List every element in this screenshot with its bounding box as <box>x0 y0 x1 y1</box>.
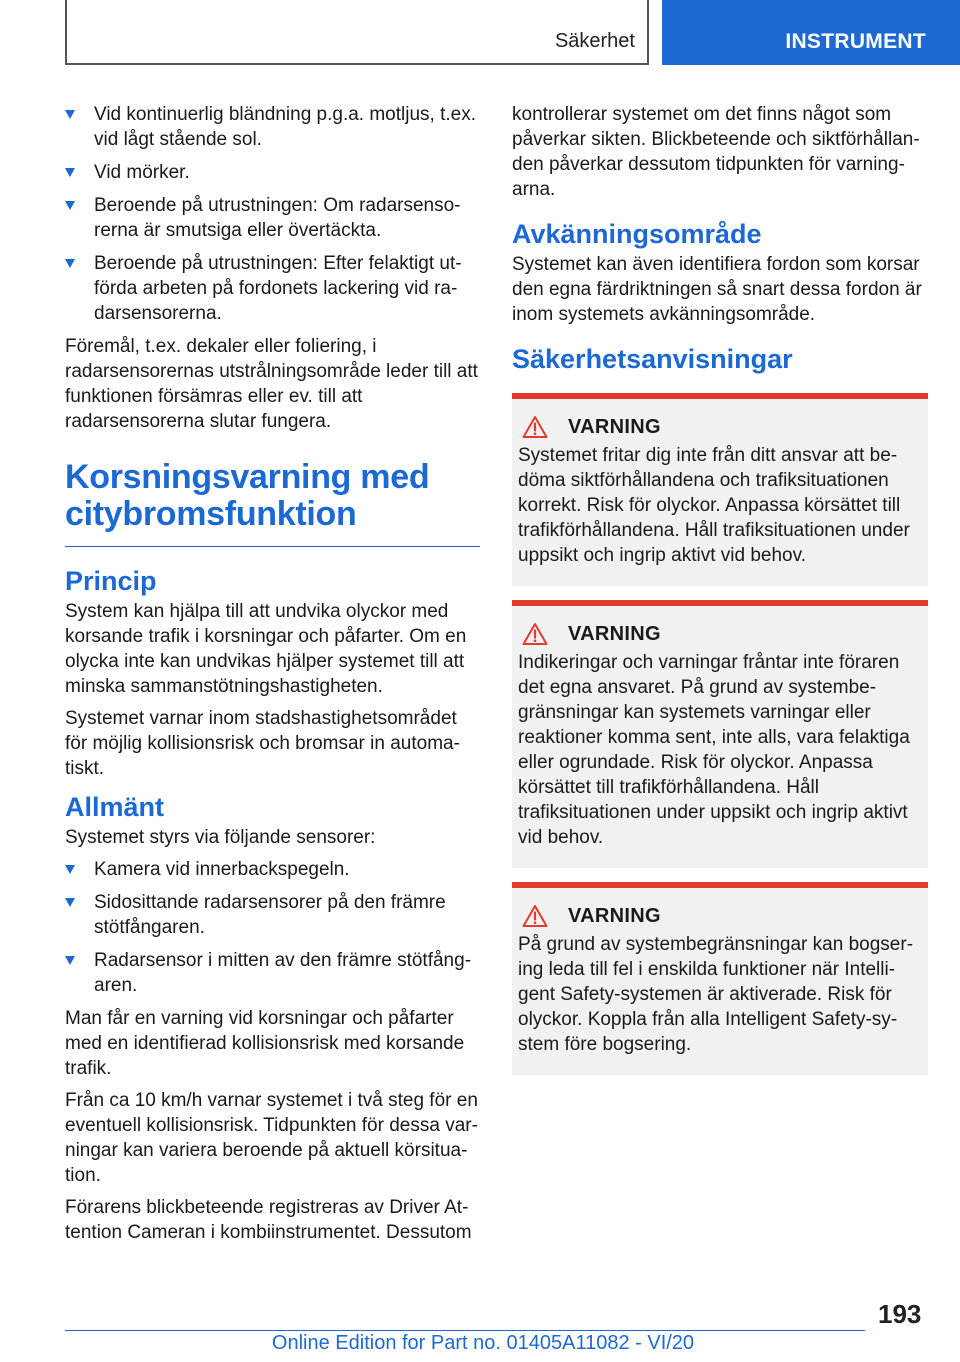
limitations-list <box>65 102 480 326</box>
left-column <box>65 102 480 1252</box>
chapter-tab-label: INSTRUMENT <box>785 30 926 53</box>
warning-box <box>512 600 928 868</box>
warning-text: Indikeringar och varningar fråntar inte föraren det egna ansvaret. På grund av systembegränsningar kan systemets varningar eller reaktioner komma sent, inte alls, vara felaktiga eller ogrundade. Risk för olyckor. Anpassa körsättet till trafikförhållandena. Håll trafiksituationen under uppsikt och ingrip aktivt vid behov. <box>518 652 910 848</box>
warning-box <box>512 882 928 1075</box>
paragraph: Systemet styrs via följande sensorer: <box>65 827 376 848</box>
triangle-bullet-icon <box>65 898 75 907</box>
subheading-avkanningsomrade: Avkänningsområde <box>512 219 762 249</box>
warning-title <box>518 904 918 928</box>
triangle-bullet-icon <box>65 201 75 210</box>
triangle-bullet-icon <box>65 865 75 874</box>
footer-edition[interactable] <box>0 1332 960 1355</box>
paragraph: Förarens blickbeteende registreras av Driver Attention Cameran i kombiinstrumentet. Dessutom <box>65 1197 472 1243</box>
list-item: Beroende på utrustningen: Om radarsensorerna är smutsiga eller övertäckta. <box>65 193 480 243</box>
chapter-tab[interactable] <box>662 0 960 65</box>
warning-triangle-icon <box>522 415 548 439</box>
subheading-allmant: Allmänt <box>65 792 165 822</box>
warning-triangle-icon <box>522 904 548 928</box>
paragraph: Man får en varning vid korsningar och påfarter med en identifierad kollisionsrisk med korsande trafik. <box>65 1008 465 1079</box>
list-item: Vid mörker. <box>65 160 480 185</box>
warning-box <box>512 393 928 586</box>
paragraph: System kan hjälpa till att undvika olyckor med korsande trafik i korsningar och påfarter. Om en olycka inte kan undvikas hjälper systemet till att minska sammanstötningshastigheten. <box>65 601 467 697</box>
list-item: Radarsensor i mitten av den främre stötfångaren. <box>65 948 480 998</box>
section-heading: Korsningsvarning med citybromsfunktion <box>65 459 480 547</box>
list-item: Beroende på utrustningen: Efter felaktigt utförda arbeten på fordonets lackering vid radarsensorerna. <box>65 251 480 326</box>
paragraph: kontrollerar systemet om det finns något som påverkar sikten. Blickbeteende och siktförhållanden påverkar dessutom tidpunkten för varningarna. <box>512 104 920 200</box>
list-item: Sidosittande radarsensorer på den främre stötfångaren. <box>65 890 480 940</box>
triangle-bullet-icon <box>65 168 75 177</box>
list-item: Kamera vid innerbackspegeln. <box>65 857 480 882</box>
warning-label: VARNING <box>568 904 661 927</box>
warning-title <box>518 622 918 646</box>
warning-label: VARNING <box>568 622 661 645</box>
subheading-princip: Princip <box>65 566 157 596</box>
sensor-list <box>65 857 480 998</box>
list-item: Vid kontinuerlig bländning p.g.a. motljus, t.ex. vid lågt stående sol. <box>65 102 480 152</box>
warning-triangle-icon <box>522 622 548 646</box>
warning-label: VARNING <box>568 415 661 438</box>
subheading-sakerhetsanvisningar: Säkerhetsanvisningar <box>512 344 793 374</box>
warning-title <box>518 415 918 439</box>
footer-divider <box>65 1330 865 1331</box>
footer-edition-text: Online Edition for Part no. 01405A11082 - VI/20 <box>266 1332 694 1354</box>
triangle-bullet-icon <box>65 110 75 119</box>
paragraph: Från ca 10 km/h varnar systemet i två steg för en eventuell kollisionsrisk. Tidpunkten för dessa varningar kan variera beroende på aktuell körsituation. <box>65 1090 478 1186</box>
paragraph: Föremål, t.ex. dekaler eller foliering, i radarsensorernas utstrålningsområde leder till att funktionen försämras eller ev. till att radarsensorerna slutar fungera. <box>65 336 478 432</box>
page-number: 193 <box>878 1299 922 1329</box>
paragraph: Systemet kan även identifiera fordon som korsar den egna färdriktningen så snart dessa fordon är inom systemets avkänningsområde. <box>512 254 922 325</box>
warning-text: På grund av systembegränsningar kan bogsering leda till fel i enskilda funktioner när Intelligent Safety-systemen är aktiverade. Risk för olyckor. Koppla från alla Intelligent Safety-system före bogsering. <box>518 934 914 1055</box>
paragraph: Systemet varnar inom stadshastighetsområdet för möjlig kollisionsrisk och bromsar in automatiskt. <box>65 708 460 779</box>
triangle-bullet-icon <box>65 956 75 965</box>
warning-text: Systemet fritar dig inte från ditt ansvar att bedöma siktförhållandena och trafiksituationen korrekt. Risk för olyckor. Anpassa körsättet till trafikförhållandena. Håll trafiksituationen under uppsikt och ingrip aktivt vid behov. <box>518 445 910 566</box>
header-section-box <box>65 0 649 65</box>
right-column <box>512 102 928 1089</box>
section-title: Säkerhet <box>554 30 635 52</box>
triangle-bullet-icon <box>65 259 75 268</box>
